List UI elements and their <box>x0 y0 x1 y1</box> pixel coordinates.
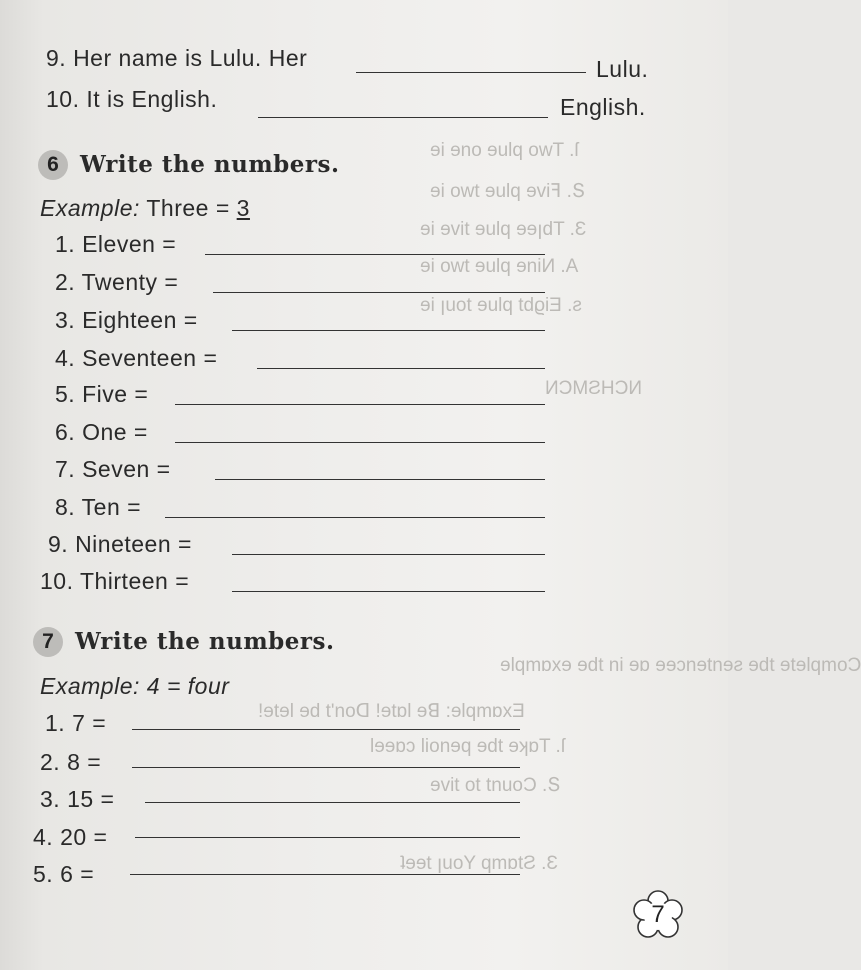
item-10-end: English. <box>560 94 646 120</box>
example-label: Example: <box>40 195 140 221</box>
s7-item-4: 4. 20 = <box>33 824 108 850</box>
s6-answer-line-7[interactable] <box>215 479 545 480</box>
s6-item-3: 3. Eighteen = <box>55 307 198 333</box>
s7-answer-line-5[interactable] <box>130 874 520 875</box>
s6-item-10: 10. Thirteen = <box>40 568 190 594</box>
s6-item-8: 8. Ten = <box>55 494 142 520</box>
item-9-end: Lulu. <box>596 56 649 82</box>
show-through-text: ʇɘɘt ꞁuoY qmɒtƧ .Ɛ <box>400 853 558 874</box>
s6-answer-line-3[interactable] <box>232 330 545 331</box>
show-through-text: ИƆMƧHƆИ <box>545 378 642 399</box>
section-6-number-badge: 6 <box>38 150 68 180</box>
s7-answer-line-2[interactable] <box>132 767 520 768</box>
section-6-title: Write the numbers. <box>80 151 340 178</box>
example-answer: 3 <box>236 195 250 221</box>
example-text: 4 = <box>146 673 181 699</box>
section-7-title: Write the numbers. <box>75 628 335 655</box>
s7-answer-line-1[interactable] <box>132 729 520 730</box>
item-10-answer-line[interactable] <box>258 117 548 118</box>
item-9-text: 9. Her name is Lulu. Her <box>46 45 308 71</box>
item-9-answer-line[interactable] <box>356 72 586 73</box>
show-through-text: ɘlqmɒxɘ ɘdt ni ɘɒ ɘɘɔnɘtnɘƨ ɘdt ɘtɘlqmoƆ <box>500 655 861 676</box>
s6-answer-line-2[interactable] <box>213 292 545 293</box>
show-through-text: ɘi owt ɘulq ɘniИ .A <box>420 256 579 277</box>
s6-answer-line-5[interactable] <box>175 404 545 405</box>
s6-answer-line-8[interactable] <box>165 517 545 518</box>
show-through-text: ɘvit ot tnuoƆ .Տ <box>430 775 561 796</box>
s6-answer-line-10[interactable] <box>232 591 545 592</box>
s7-item-2: 2. 8 = <box>40 749 102 775</box>
s6-item-6: 6. One = <box>55 419 148 445</box>
show-through-text: !ɘtɘl ɘd t'noᗡ !ɘtɒl ɘꓭ :ɘlqmɒxƎ <box>258 701 525 722</box>
page-number-badge <box>630 888 686 944</box>
s6-item-1: 1. Eleven = <box>55 231 177 257</box>
show-through-text: ɘi ɘvit ɘulq ɘɘꞁdT .Ɛ <box>420 219 587 240</box>
s6-item-7: 7. Seven = <box>55 456 171 482</box>
s6-answer-line-9[interactable] <box>232 554 545 555</box>
section-6-example <box>40 195 250 222</box>
show-through-text: ɘi ꞁuot ɘulq tdϱiƎ .ƨ <box>420 295 582 316</box>
show-through-text: ɘi ɘno ɘulq owT .ſ <box>430 140 579 161</box>
section-7-number-badge: 7 <box>33 627 63 657</box>
example-text: Three = <box>146 195 230 221</box>
s6-item-9: 9. Nineteen = <box>48 531 192 557</box>
s7-item-3: 3. 15 = <box>40 786 115 812</box>
example-label: Example: <box>40 673 140 699</box>
s6-answer-line-4[interactable] <box>257 368 545 369</box>
item-10-text: 10. It is English. <box>46 86 218 112</box>
example-answer: four <box>187 673 230 699</box>
show-through-text: ɘi owt ɘulq ɘviꟻ .Տ <box>430 181 586 202</box>
s6-item-4: 4. Seventeen = <box>55 345 218 371</box>
s6-answer-line-6[interactable] <box>175 442 545 443</box>
show-through-text: lɘɘɒɔ lionɘq ɘdt ɘʞɒT .ſ <box>370 736 566 757</box>
s7-item-1: 1. 7 = <box>45 710 107 736</box>
s6-item-2: 2. Twenty = <box>55 269 179 295</box>
s7-answer-line-4[interactable] <box>135 837 520 838</box>
page-number: 7 <box>651 901 665 928</box>
s6-answer-line-1[interactable] <box>205 254 545 255</box>
s6-item-5: 5. Five = <box>55 381 149 407</box>
section-7-example <box>40 673 229 700</box>
s7-item-5: 5. 6 = <box>33 861 95 887</box>
s7-answer-line-3[interactable] <box>145 802 520 803</box>
